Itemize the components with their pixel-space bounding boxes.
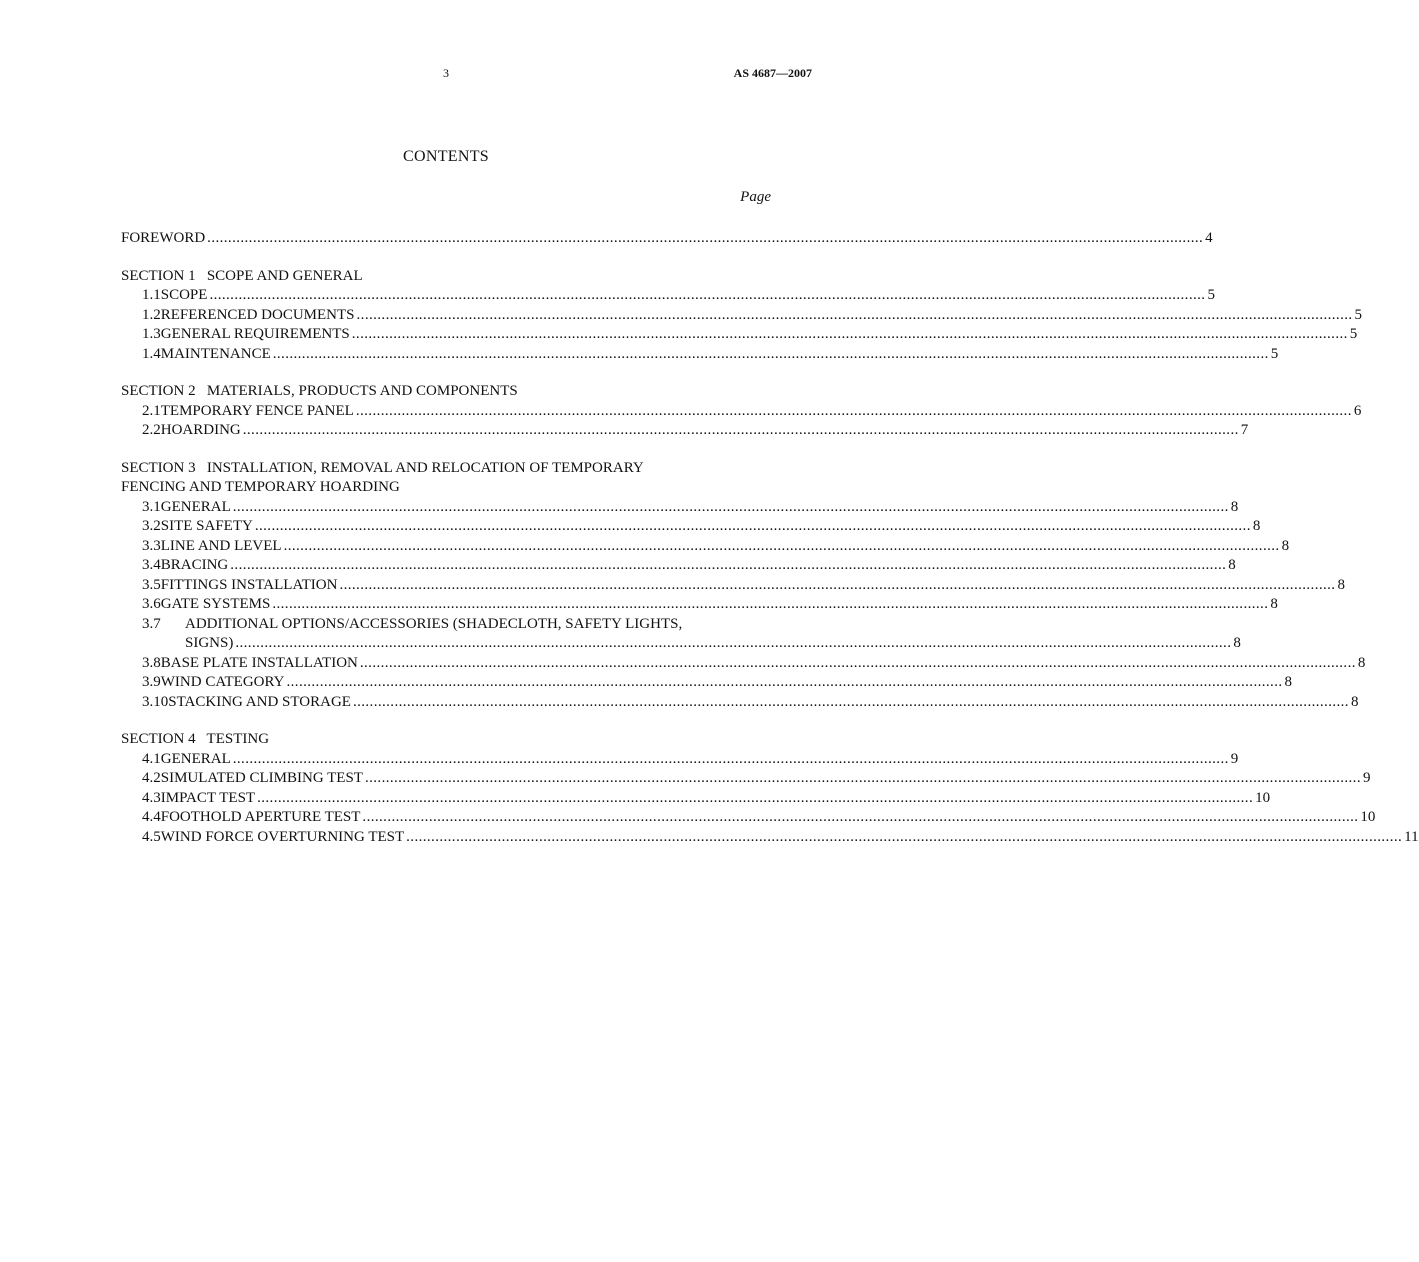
toc-entry-page: 5 (1349, 326, 1358, 342)
dot-leader (273, 345, 1269, 365)
toc-entry-page: 11 (1404, 828, 1419, 845)
toc-entry-page: 5 (1207, 287, 1215, 303)
standard-number: AS 4687—2007 (733, 66, 812, 80)
dot-leader (235, 634, 1231, 654)
dot-leader (353, 693, 1349, 713)
toc-entry[interactable] (121, 306, 1363, 326)
dot-leader (360, 654, 1356, 674)
toc-entry-number: 1.3 (142, 326, 161, 342)
dot-leader (287, 673, 1283, 693)
toc-entry-label: GENERAL (160, 750, 231, 767)
toc-entry-page: 10 (1255, 789, 1271, 806)
toc-entry-number: 3.1 (142, 498, 161, 515)
toc-entry[interactable] (121, 693, 1359, 713)
dot-leader (356, 402, 1352, 422)
toc-entry-number: 2.2 (142, 422, 161, 438)
dot-leader (233, 498, 1229, 518)
toc-entry[interactable] (121, 828, 1419, 848)
toc-entry[interactable] (121, 654, 1366, 674)
toc-entry-number: 3.5 (142, 576, 161, 593)
toc-entry-label: LINE AND LEVEL (160, 537, 282, 554)
toc-entry[interactable] (121, 789, 1271, 809)
dot-leader (255, 517, 1251, 537)
toc-entry-label: FITTINGS INSTALLATION (160, 576, 338, 593)
toc-entry-page: 8 (1337, 576, 1345, 593)
toc-entry-number: 3.10 (142, 693, 169, 710)
toc-entry[interactable] (121, 673, 1292, 693)
toc-entry-foreword[interactable] (121, 229, 1213, 249)
toc-entry-page: 9 (1230, 750, 1239, 767)
section-heading: SECTION 3 INSTALLATION, REMOVAL AND RELOCATION OF TEMPORARY (121, 459, 644, 476)
section-heading-continued: FENCING AND TEMPORARY HOARDING (121, 479, 400, 495)
toc-entry-number: 3.4 (142, 557, 161, 573)
toc-entry-label: GENERAL (160, 498, 231, 515)
toc-entry-number: 3.2 (142, 518, 161, 534)
page-number: 3 (443, 66, 449, 80)
dot-leader (406, 828, 1402, 848)
toc-entry[interactable] (121, 498, 1239, 518)
toc-entry[interactable] (121, 769, 1371, 789)
toc-entry-page: 8 (1350, 693, 1359, 710)
toc-entry-label: TEMPORARY FENCE PANEL (160, 402, 354, 419)
toc-entry[interactable] (121, 750, 1239, 770)
dot-leader (362, 808, 1358, 828)
toc-entry-page: 6 (1353, 402, 1362, 419)
toc-entry-label: SITE SAFETY (160, 518, 253, 534)
dot-leader (209, 286, 1205, 306)
toc-entry-label: FOOTHOLD APERTURE TEST (160, 809, 361, 825)
toc-entry[interactable] (121, 615, 1241, 654)
toc-entry-label: IMPACT TEST (160, 789, 256, 806)
toc-entry[interactable] (121, 286, 1215, 306)
toc-entry[interactable] (121, 402, 1362, 422)
toc-entry-page: 10 (1360, 809, 1376, 825)
toc-entry[interactable] (121, 537, 1290, 557)
toc-entry-page: 8 (1281, 537, 1290, 554)
toc-entry-label: SIMULATED CLIMBING TEST (160, 770, 363, 786)
toc-entry-page: 9 (1362, 770, 1371, 786)
dot-leader (339, 576, 1335, 596)
toc-entry-page: 8 (1230, 498, 1239, 515)
toc-entry-page: 8 (1284, 674, 1292, 690)
toc-entry[interactable] (121, 517, 1261, 537)
toc-entry-label: WIND CATEGORY (160, 674, 285, 690)
toc-entry[interactable] (121, 421, 1249, 441)
toc-entry-label: STACKING AND STORAGE (168, 693, 351, 710)
toc-entry-number: 4.2 (142, 770, 161, 786)
dot-leader (257, 789, 1253, 809)
toc-entry-number: 3.9 (142, 674, 161, 690)
toc-entry-number: 3.8 (142, 654, 161, 671)
toc-entry-page: 5 (1270, 345, 1279, 362)
toc-entry[interactable] (121, 808, 1376, 828)
toc-entry-number: 3.3 (142, 537, 161, 554)
dot-leader (352, 325, 1348, 345)
toc-entry-label: REFERENCED DOCUMENTS (160, 306, 355, 323)
toc-entry-page: 7 (1240, 422, 1249, 438)
toc-entry-number: 2.1 (142, 402, 161, 419)
dot-leader (243, 421, 1239, 441)
dot-leader (230, 556, 1226, 576)
dot-leader (233, 750, 1229, 770)
toc-entry-number: 4.3 (142, 789, 161, 806)
toc-entry-page: 8 (1252, 518, 1261, 534)
toc-entry-label-continued: SIGNS) (185, 635, 234, 651)
toc-entry-label: WIND FORCE OVERTURNING TEST (160, 828, 405, 845)
toc-entry-page: 8 (1270, 596, 1278, 612)
toc-entry-number: 1.2 (142, 306, 161, 323)
dot-leader (284, 537, 1280, 557)
dot-leader (357, 306, 1353, 326)
toc-entry-number: 4.1 (142, 750, 161, 767)
toc-entry[interactable] (121, 576, 1345, 596)
dot-leader (272, 595, 1268, 615)
toc-entry-label: GENERAL REQUIREMENTS (160, 326, 350, 342)
toc-entry-label: GATE SYSTEMS (160, 596, 271, 612)
toc-entry-number: 4.4 (142, 809, 161, 825)
toc-entry-label: ADDITIONAL OPTIONS/ACCESSORIES (SHADECLOTH, SAFETY LIGHTS, (185, 615, 683, 632)
toc-entry[interactable] (121, 595, 1278, 615)
contents-title: CONTENTS (403, 148, 489, 165)
toc-entry-number: 1.4 (142, 345, 161, 362)
toc-entry-label: SCOPE (160, 287, 208, 303)
toc-entry-page: 4 (1205, 230, 1213, 246)
dot-leader (207, 229, 1203, 249)
toc-entry-label: BASE PLATE INSTALLATION (160, 654, 358, 671)
toc-entry-number: 3.6 (142, 596, 161, 612)
section-heading: SECTION 4 TESTING (121, 731, 270, 747)
toc-entry-page: 5 (1354, 306, 1363, 323)
toc-entry-page: 8 (1228, 557, 1236, 573)
table-of-contents (121, 229, 1419, 847)
section-heading: SECTION 1 SCOPE AND GENERAL (121, 267, 363, 284)
dot-leader (365, 769, 1361, 789)
toc-entry-label: MAINTENANCE (160, 345, 271, 362)
toc-entry-number: 1.1 (142, 287, 161, 303)
toc-entry-label: BRACING (160, 557, 229, 573)
toc-entry-page: 8 (1357, 654, 1366, 671)
toc-entry-label: HOARDING (160, 422, 241, 438)
toc-entry-number: 3.7 (142, 615, 161, 632)
toc-entry-label: FOREWORD (121, 230, 206, 246)
section-heading: SECTION 2 MATERIALS, PRODUCTS AND COMPONENTS (121, 383, 518, 399)
toc-entry[interactable] (121, 556, 1236, 576)
toc-entry[interactable] (121, 325, 1358, 345)
toc-entry-page: 8 (1233, 635, 1241, 651)
toc-entry-number: 4.5 (142, 828, 161, 845)
toc-entry[interactable] (121, 345, 1279, 365)
page-column-label: Page (740, 189, 771, 205)
